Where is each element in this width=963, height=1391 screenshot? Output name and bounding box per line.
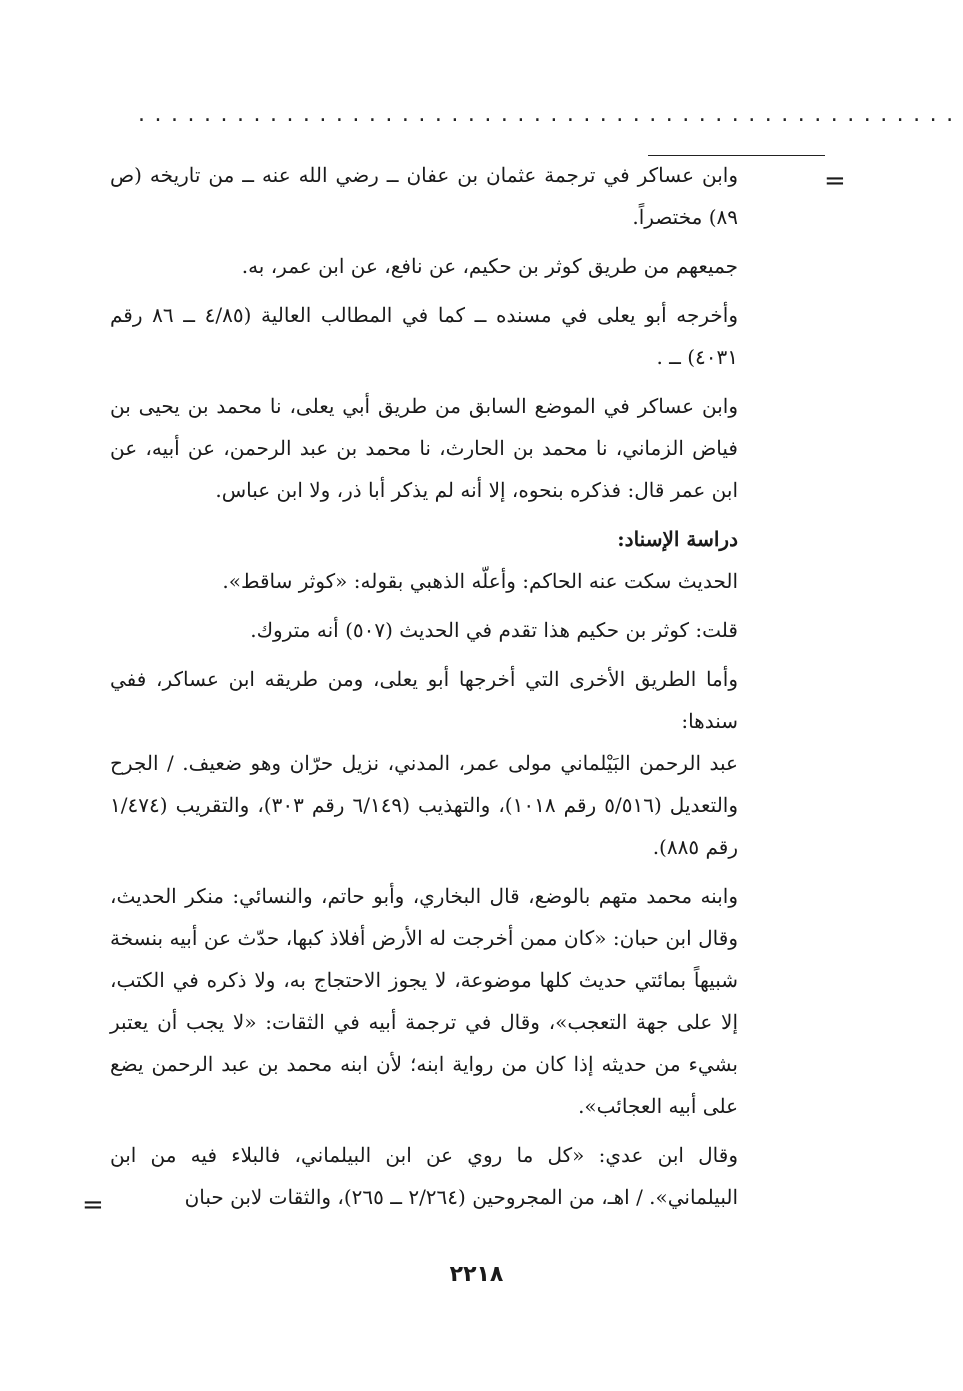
paragraph: جميعهم من طريق كوثر بن حكيم، عن نافع، عن ابن عمر، به. xyxy=(241,254,738,278)
paragraph: وأما الطريق الأخرى التي أخرجها أبو يعلى، ومن طريقه ابن عساكر، ففي سندها: xyxy=(110,667,738,733)
footnote-text xyxy=(110,154,738,1225)
paragraph: وأخرجه أبو يعلى في مسنده ــ كما في المطالب العالية (٤/٨٥ ــ ٨٦ رقم ٤٠٣١) ــ . xyxy=(110,303,739,369)
continuation-mark-bottom: = xyxy=(82,1190,104,1220)
dotted-separator: .................................................. xyxy=(138,102,963,127)
continuation-mark-top: = xyxy=(824,166,846,196)
paragraph: عبد الرحمن البَيْلماني مولى عمر، المدني، نزيل حرّان وهو ضعيف. / الجرح والتعديل (٥/٥١٦ رقم ١٠١٨)، والتهذيب (٦/١٤٩ رقم ٣٠٣)، والتقريب (١/٤٧٤ رقم ٨٨٥). xyxy=(110,751,739,859)
paragraph: الحديث سكت عنه الحاكم: وأعلّه الذهبي بقوله: «كوثر ساقط». xyxy=(222,569,738,593)
paragraph: وابن عساكر في ترجمة عثمان بن عفان ــ رضي الله عنه ــ من تاريخه (ص ٨٩) مختصراً. xyxy=(110,163,738,229)
paragraph: وابنه محمد متهم بالوضع، قال البخاري، وأبو حاتم، والنسائي: منكر الحديث، وقال ابن حبان: «كان ممن أخرجت له الأرض أفلاذ كبها، حدّث عن أبيه بنسخة شبيهاً بمائتي حديث كلها موضوعة، لا يجوز الاحتجاج به، ولا ذكره في الكتب، إلا على جهة التعجب»، وقال في ترجمة أبيه في الثقات: «لا يجب أن يعتبر بشيء من حديثه إذا كان من رواية ابنه؛ لأن ابنه محمد بن عبد الرحمن يضع على أبيه العجائب». xyxy=(110,884,738,1118)
paragraph: وابن عساكر في الموضع السابق من طريق أبي يعلى، نا محمد بن يحيى بن فياض الزماني، نا محمد بن الحارث، نا محمد بن عبد الرحمن، عن أبيه، عن ابن عمر قال: فذكره بنحوه، إلا أنه لم يذكر أبا ذر، ولا ابن عباس. xyxy=(110,394,738,502)
page-number: ٢٢١٨ xyxy=(449,1262,504,1287)
paragraph: وقال ابن عدي: «كل ما روي عن ابن البيلماني، فالبلاء فيه من ابن البيلماني». / اهـ، من المجروحين (٢/٢٦٤ ــ ٢٦٥)، والثقات لابن حبان xyxy=(110,1143,738,1209)
paragraph: قلت: كوثر بن حكيم هذا تقدم في الحديث (٥٠٧) أنه متروك. xyxy=(250,618,738,642)
section-heading: دراسة الإسناد: xyxy=(617,527,738,551)
